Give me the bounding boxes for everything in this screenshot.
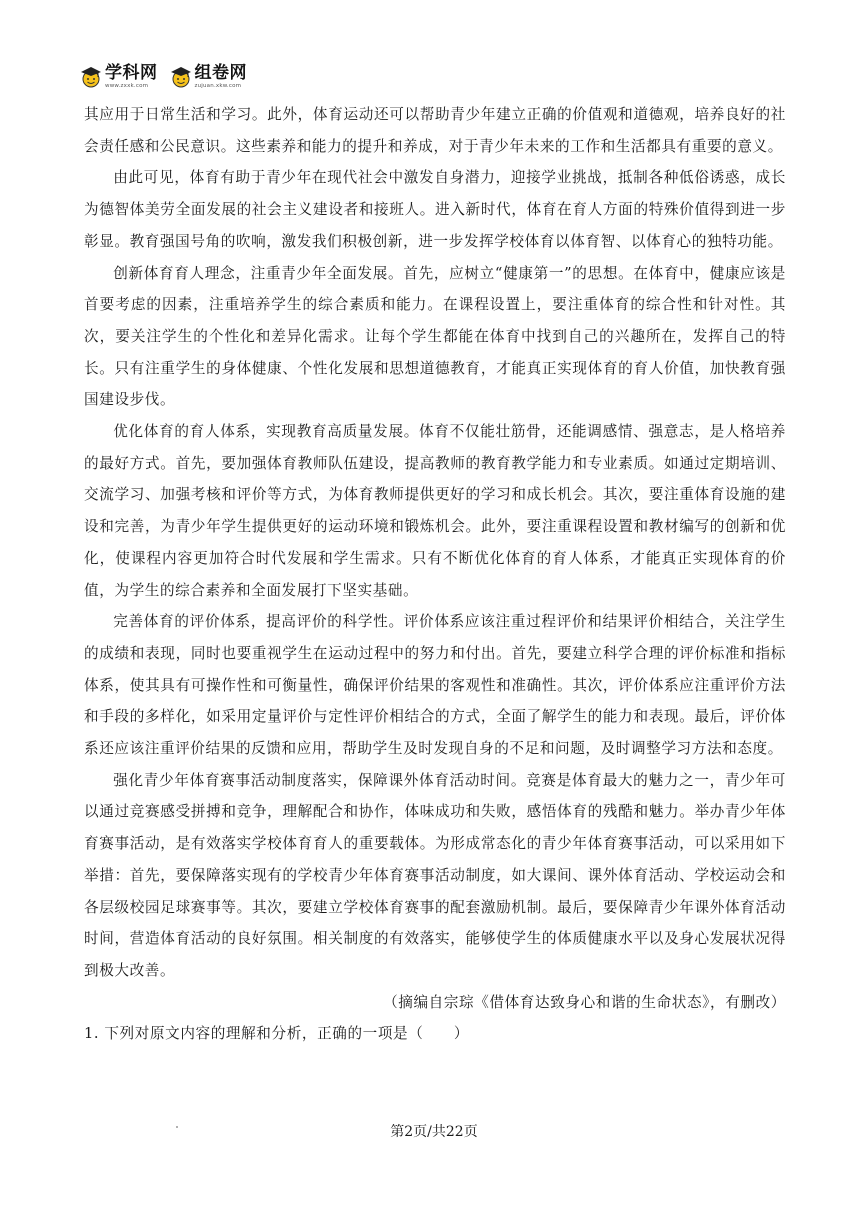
paragraph-innovate-concept: 创新体育育人理念，注重青少年全面发展。首先，应树立“健康第一”的思想。在体育中，健康应该是首要考虑的因素，注重培养学生的综合素质和能力。在课程设置上，要注重体育的综合性和针对性。其次，要关注学生的个性化和差异化需求。让每个学生都能在体育中找到自己的兴趣所在，发挥自己的特长。只有注重学生的身体健康、个性化发展和思想道德教育，才能真正实现体育的育人价值，加快教育强国建设步伐。 — [84, 264, 786, 409]
header-logos — [80, 64, 247, 94]
paragraph-conclusion: 由此可见，体育有助于青少年在现代社会中激发自身潜力，迎接学业挑战，抵制各种低俗诱惑，成长为德智体美劳全面发展的社会主义建设者和接班人。进入新时代，体育在育人方面的特殊价值得到进一步彰显。教育强国号角的吹响，激发我们积极创新，进一步发挥学校体育以体育智、以体育心的独特功能。 — [84, 169, 786, 250]
logo-url: zujuan.xkw.com — [194, 83, 242, 89]
page-number: 第2页/共22页 — [390, 1124, 478, 1140]
logo-name: 学科网 — [105, 63, 158, 83]
graduation-cap-smiley-icon — [170, 66, 192, 88]
graduation-cap-smiley-icon — [80, 66, 102, 88]
logo-url: www.zxxk.com — [105, 83, 149, 89]
zujuan-logo[interactable] — [170, 64, 248, 90]
paragraph-optimize-system: 优化体育的育人体系，实现教育高质量发展。体育不仅能壮筋骨，还能调感情、强意志，是人格培养的最好方式。首先，要加强体育教师队伍建设，提高教师的教育教学能力和专业素质。如通过定期培训、交流学习、加强考核和评价等方式，为体育教师提供更好的学习和成长机会。其次，要注重体育设施的建设和完善，为青少年学生提供更好的运动环境和锻炼机会。此外，要注重课程设置和教材编写的创新和优化，使课程内容更加符合时代发展和学生需求。只有不断优化体育的育人体系，才能真正实现体育的价值，为学生的综合素养和全面发展打下坚实基础。 — [84, 423, 786, 599]
paragraph-strengthen-events: 强化青少年体育赛事活动制度落实，保障课外体育活动时间。竞赛是体育最大的魅力之一，青少年可以通过竞赛感受拼搏和竞争，理解配合和协作，体味成功和失败，感悟体育的残酷和魅力。举办青少年体育赛事活动，是有效落实学校体育育人的重要载体。为形成常态化的青少年体育赛事活动，可以采用如下举措：首先，要保障落实现有的学校青少年体育赛事活动制度，如大课间、课外体育活动、学校运动会和各层级校园足球赛事等。其次，要建立学校体育赛事的配套激励机制。最后，要保障青少年课外体育活动时间，营造体育活动的良好氛围。相关制度的有效落实，能够使学生的体质健康水平以及身心发展状况得到极大改善。 — [84, 771, 786, 979]
paragraph-improve-evaluation: 完善体育的评价体系，提高评价的科学性。评价体系应该注重过程评价和结果评价相结合，关注学生的成绩和表现，同时也要重视学生在运动过程中的努力和付出。首先，要建立科学合理的评价标准和指标体系，使其具有可操作性和可衡量性，确保评价结果的客观性和准确性。其次，评价体系应注重评价方法和手段的多样化，如采用定量评价与定性评价相结合的方式，全面了解学生的能力和表现。最后，评价体系还应该注重评价结果的反馈和应用，帮助学生及时发现自身的不足和问题，及时调整学习方法和态度。 — [84, 613, 786, 758]
article-body — [84, 99, 786, 1050]
paragraph-continuation: 其应用于日常生活和学习。此外，体育运动还可以帮助青少年建立正确的价值观和道德观，培养良好的社会责任感和公民意识。这些素养和能力的提升和养成，对于青少年未来的工作和生活都具有重要的意义。 — [84, 106, 786, 155]
zxxk-logo[interactable] — [80, 64, 158, 90]
logo-name: 组卷网 — [194, 63, 247, 83]
question-stem: 1. 下列对原文内容的理解和分析，正确的一项是（ ） — [84, 1025, 470, 1043]
source-citation: （摘编自宗琮《借体育达致身心和谐的生命状态》，有删改） — [383, 993, 786, 1011]
